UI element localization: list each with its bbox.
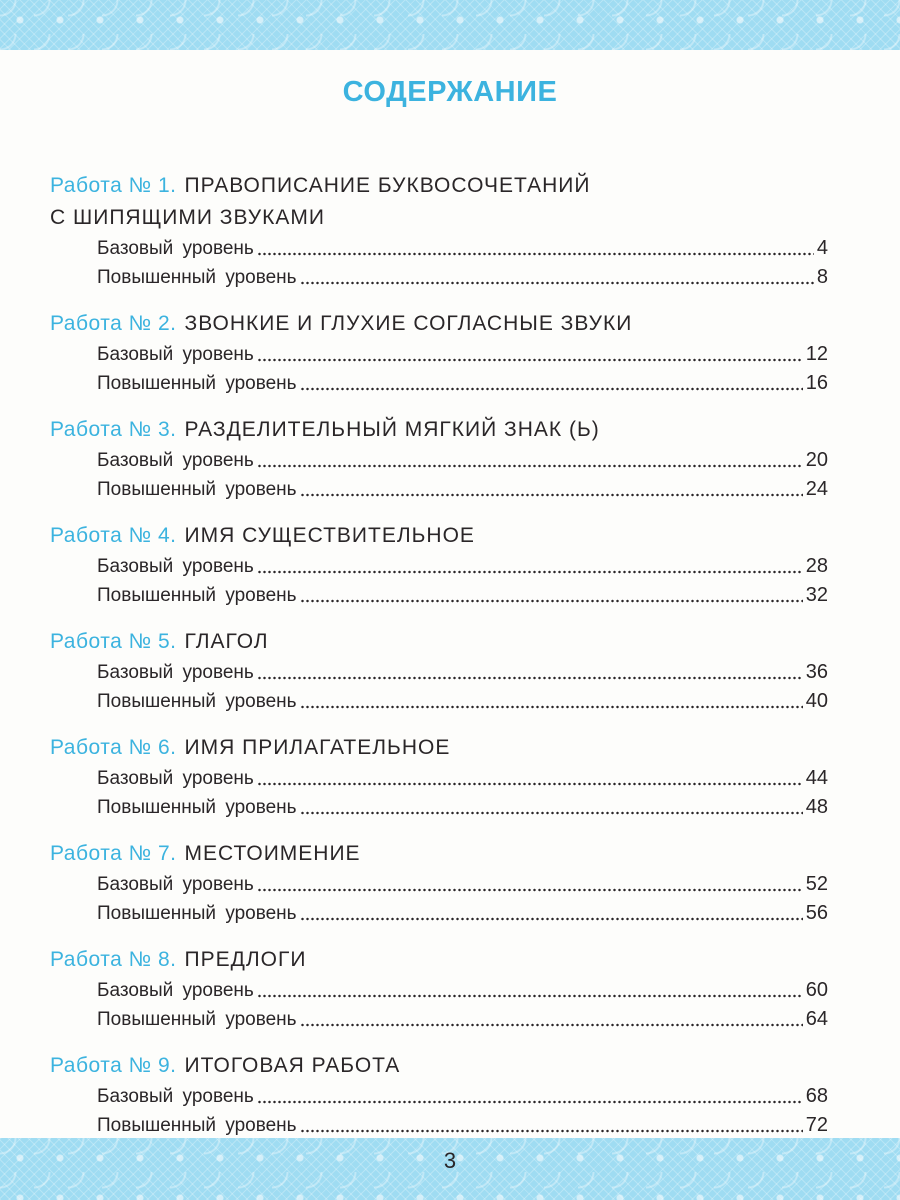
toc-section xyxy=(50,520,828,610)
dot-leader xyxy=(300,599,803,603)
dot-leader xyxy=(257,464,803,468)
section-title: ИТОГОВАЯ РАБОТА xyxy=(184,1054,401,1077)
dot-leader xyxy=(300,917,803,921)
section-heading[interactable] xyxy=(50,520,828,552)
dot-leader xyxy=(257,888,803,892)
toc-entry[interactable] xyxy=(97,764,828,793)
entry-label: Повышенный уровень xyxy=(97,903,297,924)
dot-leader xyxy=(300,281,814,285)
section-title: МЕСТОИМЕНИЕ xyxy=(184,842,361,865)
entry-label: Базовый уровень xyxy=(97,238,254,259)
toc-section xyxy=(50,944,828,1034)
entry-label: Базовый уровень xyxy=(97,662,254,683)
section-heading[interactable] xyxy=(50,732,828,764)
toc-entry[interactable] xyxy=(97,263,828,292)
entry-page-number: 64 xyxy=(805,1008,828,1030)
section-title: ПРЕДЛОГИ xyxy=(184,948,307,971)
toc-entry[interactable] xyxy=(97,552,828,581)
dot-leader xyxy=(300,705,803,709)
toc-entry[interactable] xyxy=(97,446,828,475)
work-number: Работа № 6. xyxy=(50,736,177,759)
toc-entry[interactable] xyxy=(97,793,828,822)
entry-page-number: 16 xyxy=(805,372,828,394)
dot-leader xyxy=(300,493,803,497)
toc-section xyxy=(50,308,828,398)
section-title: ПРАВОПИСАНИЕ БУКВОСОЧЕТАНИЙ xyxy=(184,174,591,197)
toc-section xyxy=(50,1050,828,1140)
dot-leader xyxy=(257,782,803,786)
entry-page-number: 72 xyxy=(805,1114,828,1136)
dot-leader xyxy=(257,1100,803,1104)
dot-leader xyxy=(257,252,814,256)
entry-label: Базовый уровень xyxy=(97,344,254,365)
toc-entry[interactable] xyxy=(97,234,828,263)
dot-leader xyxy=(257,994,803,998)
toc-section xyxy=(50,626,828,716)
work-number: Работа № 9. xyxy=(50,1054,177,1077)
entry-label: Повышенный уровень xyxy=(97,691,297,712)
toc-entry[interactable] xyxy=(97,658,828,687)
entry-page-number: 44 xyxy=(805,767,828,789)
entry-page-number: 68 xyxy=(805,1085,828,1107)
toc-entry[interactable] xyxy=(97,870,828,899)
section-heading[interactable] xyxy=(50,170,828,234)
section-heading[interactable] xyxy=(50,944,828,976)
toc-section xyxy=(50,170,828,292)
entry-label: Базовый уровень xyxy=(97,556,254,577)
work-number: Работа № 5. xyxy=(50,630,177,653)
section-title: ГЛАГОЛ xyxy=(184,630,269,653)
toc-entry[interactable] xyxy=(97,899,828,928)
entry-label: Повышенный уровень xyxy=(97,479,297,500)
entry-label: Базовый уровень xyxy=(97,980,254,1001)
decorative-lace-border-top xyxy=(0,0,900,50)
entry-label: Базовый уровень xyxy=(97,1086,254,1107)
entry-label: Базовый уровень xyxy=(97,768,254,789)
dot-leader xyxy=(257,358,803,362)
dot-leader xyxy=(300,1129,803,1133)
entry-page-number: 60 xyxy=(805,979,828,1001)
section-title: ИМЯ СУЩЕСТВИТЕЛЬНОЕ xyxy=(184,524,475,547)
work-number: Работа № 8. xyxy=(50,948,177,971)
table-of-contents xyxy=(50,170,828,1156)
section-heading[interactable] xyxy=(50,308,828,340)
toc-entry[interactable] xyxy=(97,687,828,716)
entry-page-number: 48 xyxy=(805,796,828,818)
entry-page-number: 20 xyxy=(805,449,828,471)
work-number: Работа № 2. xyxy=(50,312,177,335)
entry-page-number: 36 xyxy=(805,661,828,683)
toc-section xyxy=(50,732,828,822)
entry-page-number: 8 xyxy=(816,266,828,288)
section-heading[interactable] xyxy=(50,414,828,446)
toc-entry[interactable] xyxy=(97,1082,828,1111)
section-title-continued: С ШИПЯЩИМИ ЗВУКАМИ xyxy=(50,206,325,229)
entry-label: Повышенный уровень xyxy=(97,1115,297,1136)
toc-entry[interactable] xyxy=(97,581,828,610)
toc-entry[interactable] xyxy=(97,976,828,1005)
entry-page-number: 52 xyxy=(805,873,828,895)
entry-label: Повышенный уровень xyxy=(97,585,297,606)
dot-leader xyxy=(300,811,803,815)
entry-label: Повышенный уровень xyxy=(97,267,297,288)
dot-leader xyxy=(300,387,803,391)
section-heading[interactable] xyxy=(50,838,828,870)
toc-entry[interactable] xyxy=(97,1005,828,1034)
entry-page-number: 32 xyxy=(805,584,828,606)
toc-section xyxy=(50,838,828,928)
toc-entry[interactable] xyxy=(97,369,828,398)
toc-entry[interactable] xyxy=(97,340,828,369)
entry-page-number: 28 xyxy=(805,555,828,577)
work-number: Работа № 4. xyxy=(50,524,177,547)
entry-label: Повышенный уровень xyxy=(97,1009,297,1030)
page-number: 3 xyxy=(443,1148,457,1173)
dot-leader xyxy=(257,570,803,574)
page-title: СОДЕРЖАНИЕ xyxy=(342,76,558,108)
entry-label: Повышенный уровень xyxy=(97,797,297,818)
entry-page-number: 4 xyxy=(816,237,828,259)
work-number: Работа № 3. xyxy=(50,418,177,441)
section-heading[interactable] xyxy=(50,1050,828,1082)
section-title: ИМЯ ПРИЛАГАТЕЛЬНОЕ xyxy=(184,736,451,759)
work-number: Работа № 1. xyxy=(50,174,177,197)
section-heading[interactable] xyxy=(50,626,828,658)
entry-label: Повышенный уровень xyxy=(97,373,297,394)
entry-page-number: 40 xyxy=(805,690,828,712)
section-title: ЗВОНКИЕ И ГЛУХИЕ СОГЛАСНЫЕ ЗВУКИ xyxy=(184,312,633,335)
entry-page-number: 24 xyxy=(805,478,828,500)
entry-label: Базовый уровень xyxy=(97,450,254,471)
toc-entry[interactable] xyxy=(97,1111,828,1140)
entry-page-number: 12 xyxy=(805,343,828,365)
dot-leader xyxy=(257,676,803,680)
entry-label: Базовый уровень xyxy=(97,874,254,895)
entry-page-number: 56 xyxy=(805,902,828,924)
dot-leader xyxy=(300,1023,803,1027)
toc-entry[interactable] xyxy=(97,475,828,504)
work-number: Работа № 7. xyxy=(50,842,177,865)
toc-section xyxy=(50,414,828,504)
section-title: РАЗДЕЛИТЕЛЬНЫЙ МЯГКИЙ ЗНАК (Ь) xyxy=(184,418,600,441)
